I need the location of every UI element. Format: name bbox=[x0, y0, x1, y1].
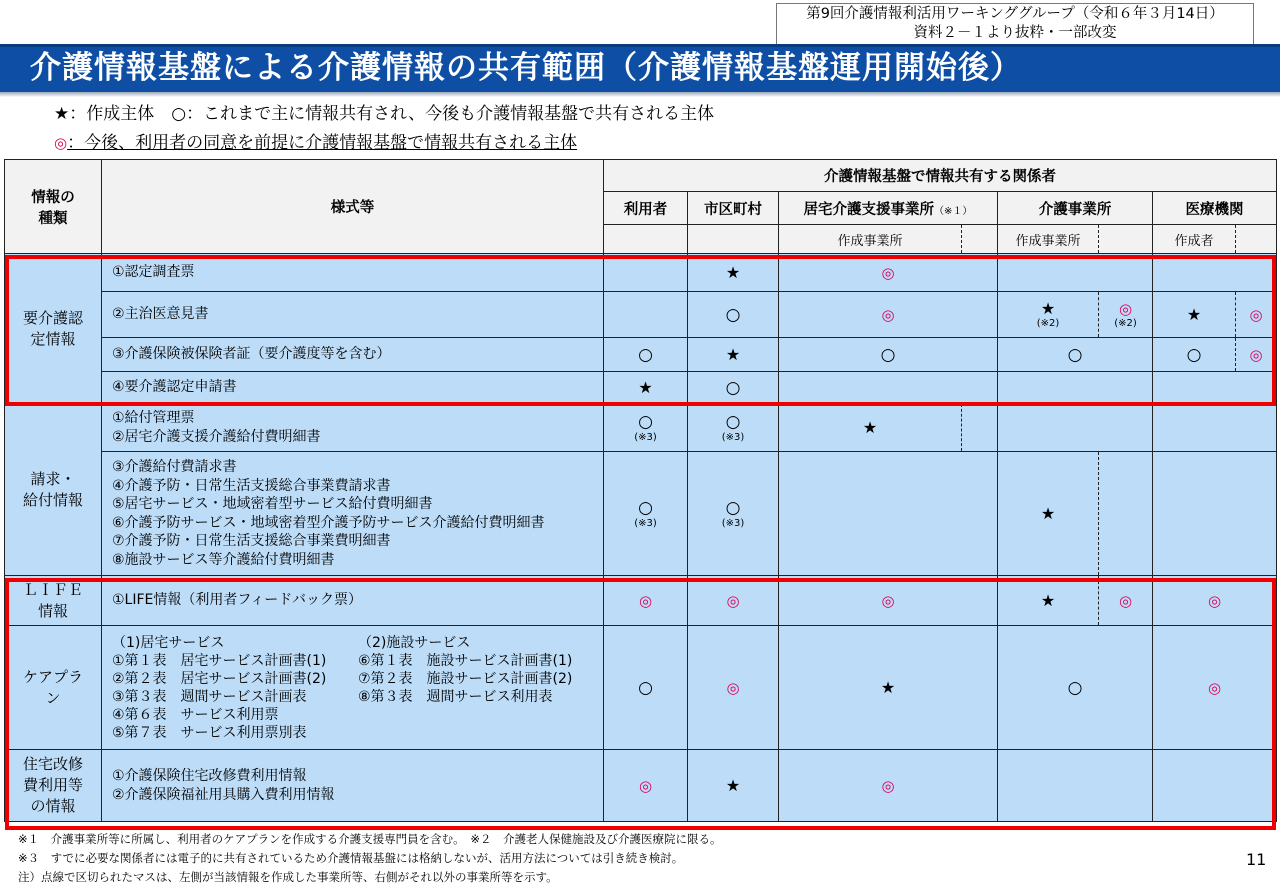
category-yokaigo: 要介護認 定情報 bbox=[5, 254, 102, 404]
cell bbox=[1153, 372, 1277, 404]
cell bbox=[1236, 292, 1277, 338]
circle-mark: ○ bbox=[1186, 344, 1202, 365]
double-circle-mark: ◎ bbox=[1249, 305, 1263, 324]
category-careplan: ケアプラ ン bbox=[5, 626, 102, 750]
star-mark: ★ bbox=[725, 776, 741, 795]
header-kaigo: 介護事業所 bbox=[998, 192, 1153, 225]
double-circle-icon: ◎ bbox=[54, 134, 68, 152]
footnote-3: ※３ すでに必要な関係者には電子的に共有されているため介護情報基盤には格納しないが、活用方法については引き続き検討。 bbox=[18, 851, 684, 865]
circle-mark: ○ bbox=[638, 677, 653, 698]
category-seikyu: 請求・ 給付情報 bbox=[5, 404, 102, 576]
form-jutaku: ①介護保険住宅改修費利用情報 ②介護保険福祉用具購入費利用情報 bbox=[102, 750, 604, 822]
cell bbox=[604, 626, 688, 750]
cell bbox=[1153, 254, 1277, 292]
double-circle-mark: ◎ bbox=[726, 591, 740, 610]
circle-mark: ○ bbox=[880, 344, 896, 365]
double-circle-mark: ◎ bbox=[638, 776, 653, 795]
cell bbox=[688, 254, 779, 292]
footnote-note: 注）点線で区切られたマスは、左側が当該情報を作成した事業所等、右側がそれ以外の事業所等を示す。 bbox=[18, 870, 558, 884]
cell bbox=[779, 338, 998, 372]
star-mark: ★ bbox=[1040, 299, 1056, 318]
cell bbox=[1153, 576, 1277, 626]
sub-iryo-creator: 作成者 bbox=[1153, 225, 1236, 254]
cell bbox=[998, 626, 1153, 750]
cell bbox=[1153, 452, 1277, 576]
star-mark: ★ bbox=[1186, 305, 1202, 324]
header-iryo: 医療機関 bbox=[1153, 192, 1277, 225]
form-life: ①LIFE情報（利用者フィードバック票） bbox=[102, 576, 604, 626]
legend-line-2-text: ：今後、利用者の同意を前提に介護情報基盤で情報共有される主体 bbox=[67, 133, 578, 153]
cell bbox=[779, 404, 962, 452]
header-kyotaku: 居宅介護支援事業所（※１） bbox=[779, 192, 998, 225]
star-mark: ★ bbox=[1040, 591, 1056, 610]
form-hihokensha: ③介護保険被保険者証（要介護度等を含む） bbox=[102, 338, 604, 372]
form-shinseisho: ④要介護認定申請書 bbox=[102, 372, 604, 404]
cell: ★ (※2) bbox=[998, 292, 1099, 338]
double-circle-mark: ◎ bbox=[1207, 678, 1222, 697]
footnote-1: ※１ 介護事業所等に所属し、利用者のケアプランを作成する介護支援専門員を含む。 ※２ 介護老人保健施設及び介護医療院に限る。 bbox=[18, 832, 722, 846]
sub-city bbox=[688, 225, 779, 254]
cell bbox=[779, 626, 998, 750]
cell bbox=[688, 626, 779, 750]
double-circle-mark: ◎ bbox=[881, 591, 895, 610]
cell bbox=[998, 576, 1099, 626]
cell bbox=[604, 254, 688, 292]
sharing-scope-table bbox=[4, 159, 1277, 822]
sub-iryo-other bbox=[1236, 225, 1277, 254]
source-line-1: 第9回介護情報利活用ワーキンググループ（令和６年３月14日） bbox=[806, 6, 1224, 22]
cell bbox=[1153, 338, 1236, 372]
title-shadow bbox=[0, 92, 1280, 97]
cell: ○ (※3) bbox=[688, 452, 779, 576]
cell bbox=[688, 576, 779, 626]
cell bbox=[998, 338, 1153, 372]
cell bbox=[779, 576, 998, 626]
header-category: 情報の 種類 bbox=[5, 160, 102, 254]
category-life: ＬＩＦＥ 情報 bbox=[5, 576, 102, 626]
legend-line-1: ★：作成主体 ○：これまで主に情報共有され、今後も介護情報基盤で共有される主体 bbox=[54, 104, 715, 124]
cell bbox=[998, 750, 1153, 822]
cell bbox=[1236, 338, 1277, 372]
double-circle-mark: ◎ bbox=[726, 678, 740, 697]
form-ikensho: ②主治医意見書 bbox=[102, 292, 604, 338]
cell bbox=[998, 404, 1153, 452]
cell bbox=[962, 404, 998, 452]
careplan-home-services: （1)居宅サービス ①第１表 居宅サービス計画書(1) ②第２表 居宅サービス計画書(2) ③第３表 週間サービス計画表 ④第６表 サービス利用票 ⑤第７表 サービス利用票別表 bbox=[112, 634, 327, 741]
double-circle-mark: ◎ bbox=[638, 591, 653, 610]
double-circle-mark: ◎ bbox=[1249, 345, 1263, 364]
circle-mark: ○ bbox=[725, 304, 741, 325]
header-user: 利用者 bbox=[604, 192, 688, 225]
circle-mark: ○ bbox=[725, 411, 741, 432]
sub-kaigo-other bbox=[1099, 225, 1153, 254]
star-mark: ★ bbox=[725, 345, 741, 364]
double-circle-mark: ◎ bbox=[881, 776, 895, 795]
cell bbox=[604, 292, 688, 338]
cell: ○ (※3) bbox=[604, 404, 688, 452]
header-stakeholders: 介護情報基盤で情報共有する関係者 bbox=[604, 160, 1277, 192]
sub-kyotaku-other bbox=[962, 225, 998, 254]
sub-kyotaku-creator: 作成事業所 bbox=[779, 225, 962, 254]
page-number: 11 bbox=[1246, 850, 1267, 869]
star-mark: ★ bbox=[725, 263, 741, 282]
star-mark: ★ bbox=[1040, 504, 1056, 523]
legend-line-2 bbox=[54, 132, 577, 154]
cell: ○ (※3) bbox=[688, 404, 779, 452]
cell bbox=[604, 576, 688, 626]
circle-mark: ○ bbox=[638, 497, 653, 518]
double-circle-mark: ◎ bbox=[1118, 591, 1133, 610]
category-jutaku: 住宅改修 費利用等 の情報 bbox=[5, 750, 102, 822]
cell bbox=[779, 750, 998, 822]
circle-mark: ○ bbox=[725, 377, 741, 398]
form-kyufukanri: ①給付管理票 ②居宅介護支援介護給付費明細書 bbox=[102, 404, 604, 452]
double-circle-mark: ◎ bbox=[881, 263, 895, 282]
star-mark: ★ bbox=[862, 418, 878, 437]
cell bbox=[1153, 292, 1236, 338]
careplan-facility-services: （2)施設サービス ⑥第１表 施設サービス計画書(1) ⑦第２表 施設サービス計画書(2) ⑧第３表 週間サービス利用表 bbox=[358, 634, 573, 705]
cell bbox=[1099, 452, 1153, 576]
cell bbox=[779, 292, 998, 338]
circle-mark: ○ bbox=[638, 411, 653, 432]
circle-mark: ○ bbox=[725, 497, 741, 518]
cell bbox=[779, 372, 998, 404]
form-careplan bbox=[102, 626, 604, 750]
cell bbox=[779, 452, 998, 576]
cell bbox=[604, 372, 688, 404]
cell bbox=[604, 338, 688, 372]
form-ninteichosa: ①認定調査票 bbox=[102, 254, 604, 292]
source-line-2: 資料２－１より抜粋・一部改変 bbox=[913, 25, 1117, 41]
circle-mark: ○ bbox=[1067, 677, 1083, 698]
page-title: 介護情報基盤による介護情報の共有範囲（介護情報基盤運用開始後） bbox=[30, 50, 1022, 86]
cell: ◎ (※2) bbox=[1099, 292, 1153, 338]
cell bbox=[1153, 750, 1277, 822]
star-mark: ★ bbox=[880, 678, 896, 697]
cell bbox=[688, 292, 779, 338]
circle-mark: ○ bbox=[1067, 344, 1083, 365]
cell bbox=[779, 254, 998, 292]
cell bbox=[998, 254, 1153, 292]
double-circle-mark: ◎ bbox=[1207, 591, 1222, 610]
star-mark: ★ bbox=[638, 378, 653, 397]
cell bbox=[688, 338, 779, 372]
cell: ○ (※3) bbox=[604, 452, 688, 576]
double-circle-mark: ◎ bbox=[1118, 299, 1133, 318]
header-form: 様式等 bbox=[102, 160, 604, 254]
form-seikyusho: ③介護給付費請求書 ④介護予防・日常生活支援総合事業費請求書 ⑤居宅サービス・地域密着型サービス給付費明細書 ⑥介護予防サービス・地域密着型介護予防サービス介護給付費明細書 ⑦介護予防・日常生活支援総合事業費明細書 ⑧施設サービス等介護給付費明細書 bbox=[102, 452, 604, 576]
source-note bbox=[776, 3, 1254, 45]
cell bbox=[998, 452, 1099, 576]
cell bbox=[1099, 576, 1153, 626]
cell bbox=[998, 372, 1153, 404]
cell bbox=[688, 750, 779, 822]
circle-mark: ○ bbox=[638, 344, 653, 365]
header-city: 市区町村 bbox=[688, 192, 779, 225]
double-circle-mark: ◎ bbox=[881, 305, 895, 324]
cell bbox=[604, 750, 688, 822]
sub-user bbox=[604, 225, 688, 254]
cell bbox=[1153, 404, 1277, 452]
cell bbox=[1153, 626, 1277, 750]
cell bbox=[688, 372, 779, 404]
sub-kaigo-creator: 作成事業所 bbox=[998, 225, 1099, 254]
